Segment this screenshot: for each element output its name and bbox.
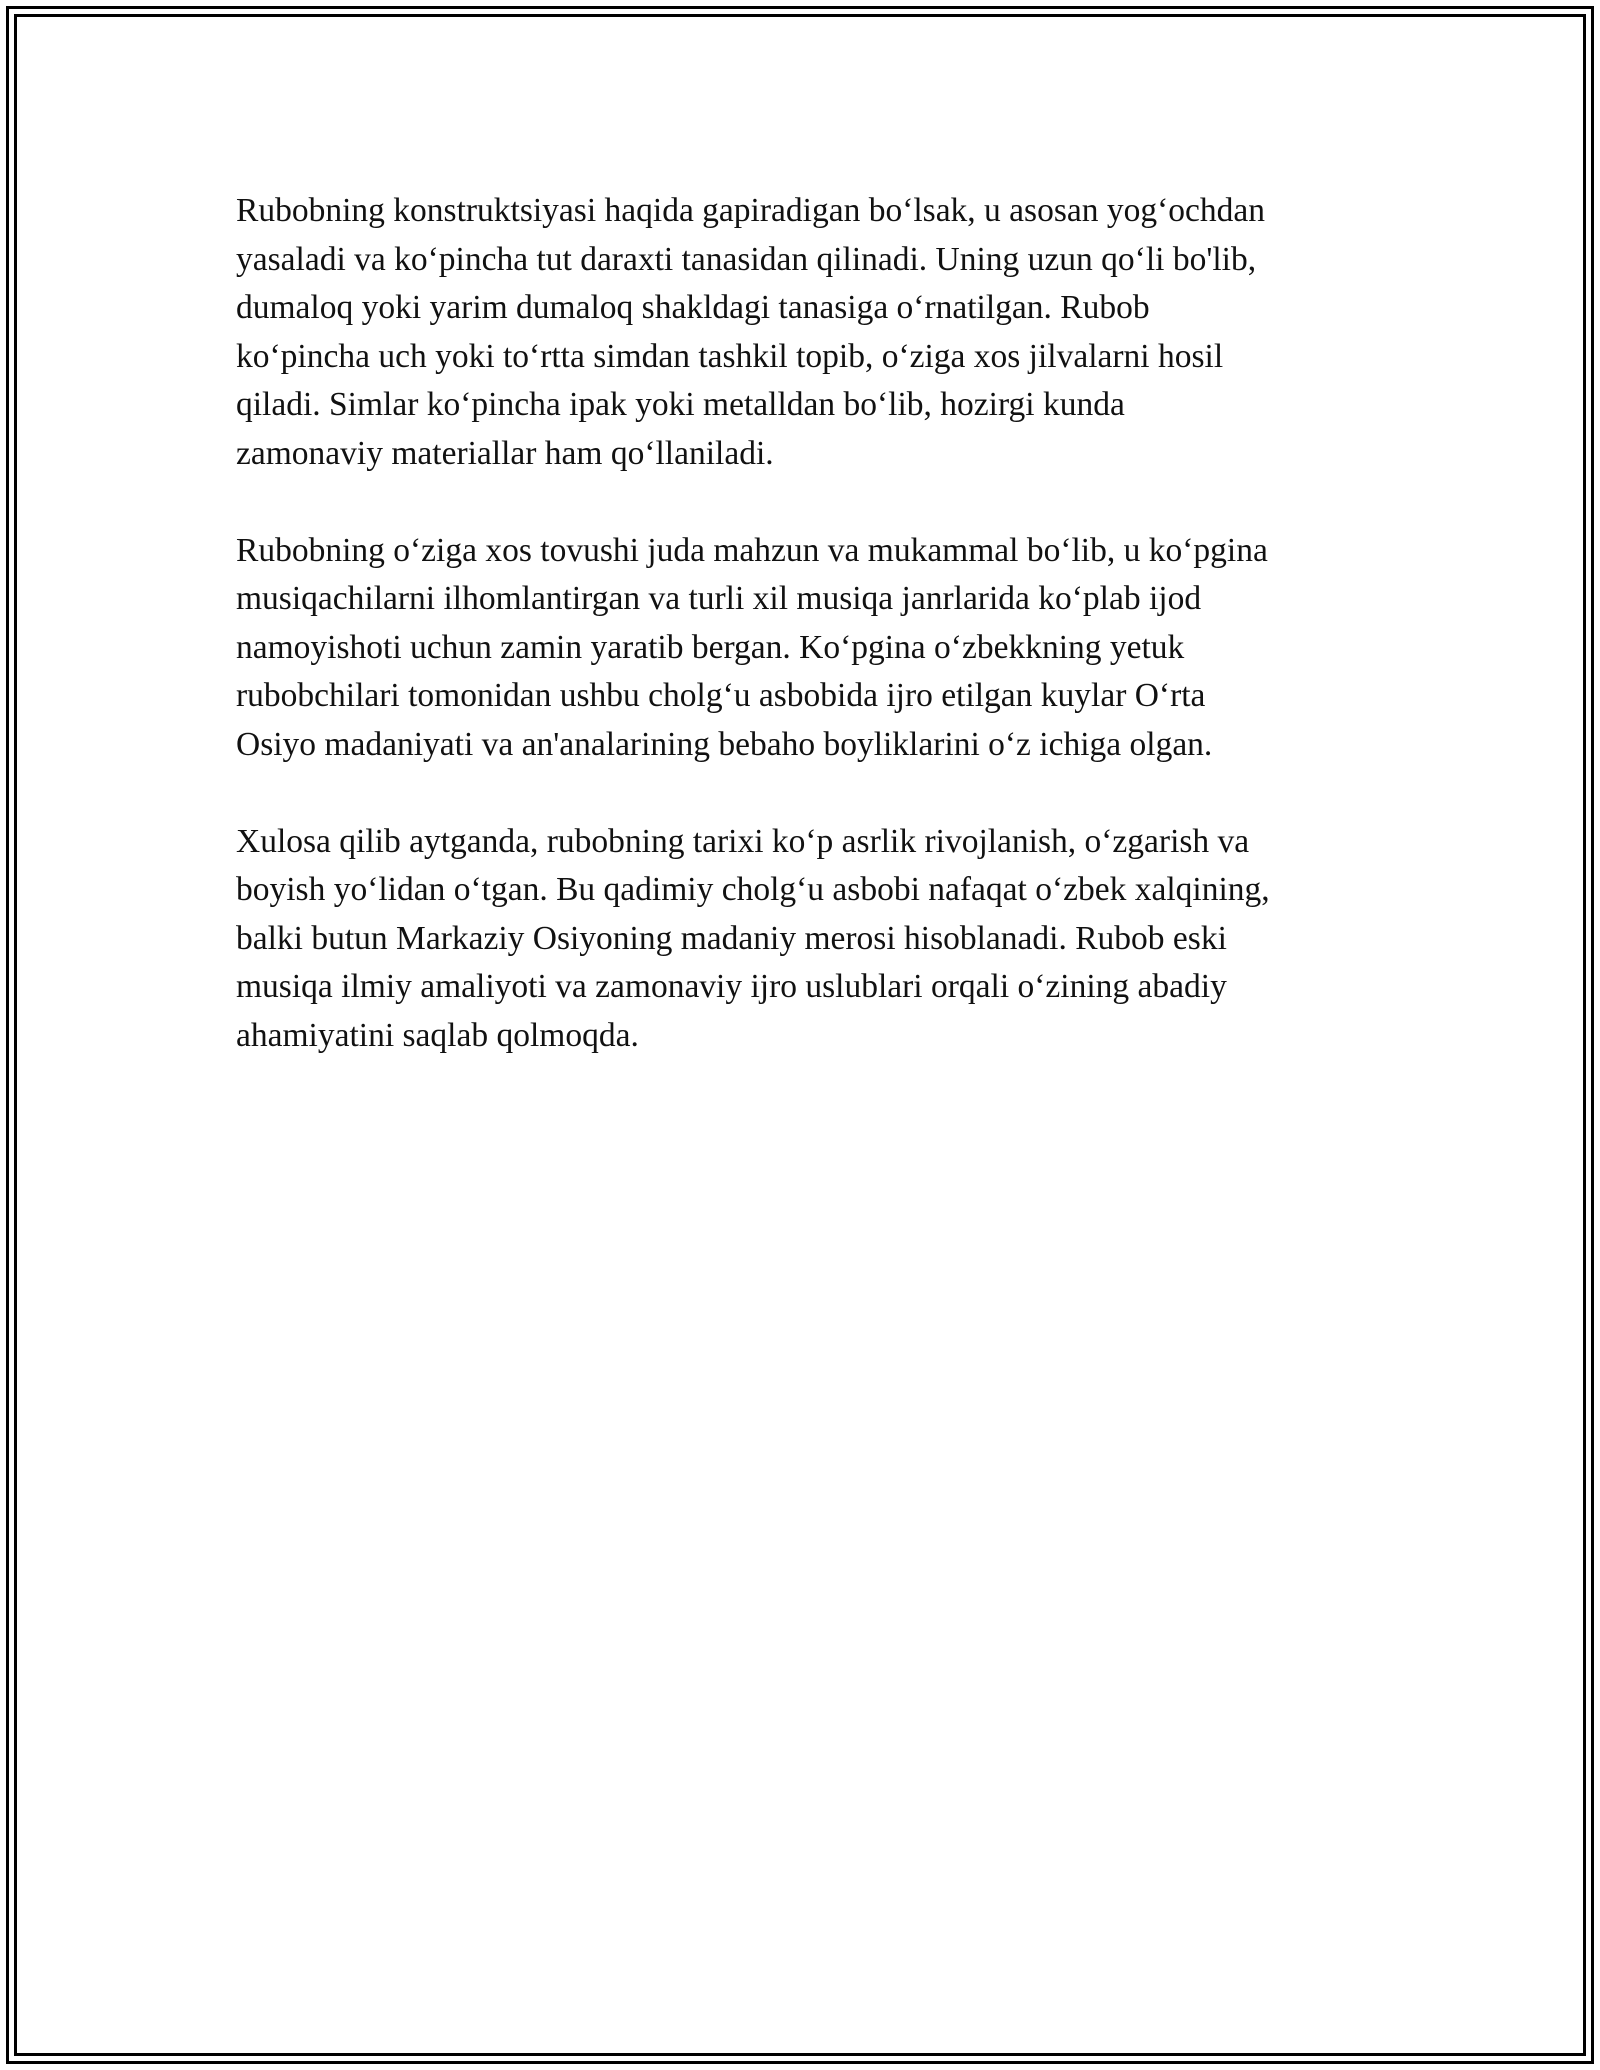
text-line: Xulosa qilib aytganda, rubobning tarixi ko‘p asrlik rivojlanish, o‘zgarish va: [236, 822, 1250, 860]
text-line: dumaloq yoki yarim dumaloq shakldagi tanasiga o‘rnatilgan. Rubob: [236, 289, 1150, 326]
text-line: qiladi. Simlar ko‘pincha ipak yoki metalldan bo‘lib, hozirgi kunda: [236, 386, 1125, 423]
document-body: [236, 187, 1386, 1109]
text-line: musiqa ilmiy amaliyoti va zamonaviy ijro uslublari orqali o‘zining abadiy: [236, 968, 1227, 1005]
paragraph-sound: [236, 527, 1386, 770]
text-line: ahamiyatini saqlab qolmoqda.: [236, 1016, 639, 1054]
text-line: musiqachilarni ilhomlantirgan va turli xil musiqa janrlarida ko‘plab ijod: [236, 580, 1202, 617]
text-line: ko‘pincha uch yoki to‘rtta simdan tashkil topib, o‘ziga xos jilvalarni hosil: [236, 337, 1224, 375]
text-line: yasaladi va ko‘pincha tut daraxti tanasidan qilinadi. Uning uzun qo‘li bo'lib,: [236, 240, 1257, 278]
text-line: zamonaviy materiallar ham qo‘llaniladi.: [236, 434, 774, 472]
text-line: boyish yo‘lidan o‘tgan. Bu qadimiy cholg‘u asbobi nafaqat o‘zbek xalqining,: [236, 871, 1270, 908]
text-line: balki butun Markaziy Osiyoning madaniy merosi hisoblanadi. Rubob eski: [236, 919, 1227, 957]
text-line: Rubobning o‘ziga xos tovushi juda mahzun va mukammal bo‘lib, u ko‘pgina: [236, 531, 1268, 569]
text-line: Osiyo madaniyati va an'analarining bebaho boyliklarini o‘z ichiga olgan.: [236, 725, 1213, 763]
text-line: rubobchilari tomonidan ushbu cholg‘u asbobida ijro etilgan kuylar O‘rta: [236, 677, 1206, 714]
text-line: namoyishoti uchun zamin yaratib bergan. Ko‘pgina o‘zbekkning yetuk: [236, 628, 1185, 666]
paragraph-conclusion: [236, 818, 1386, 1061]
paragraph-construction: [236, 187, 1386, 478]
text-line: Rubobning konstruktsiyasi haqida gapiradigan bo‘lsak, u asosan yog‘ochdan: [236, 192, 1266, 229]
